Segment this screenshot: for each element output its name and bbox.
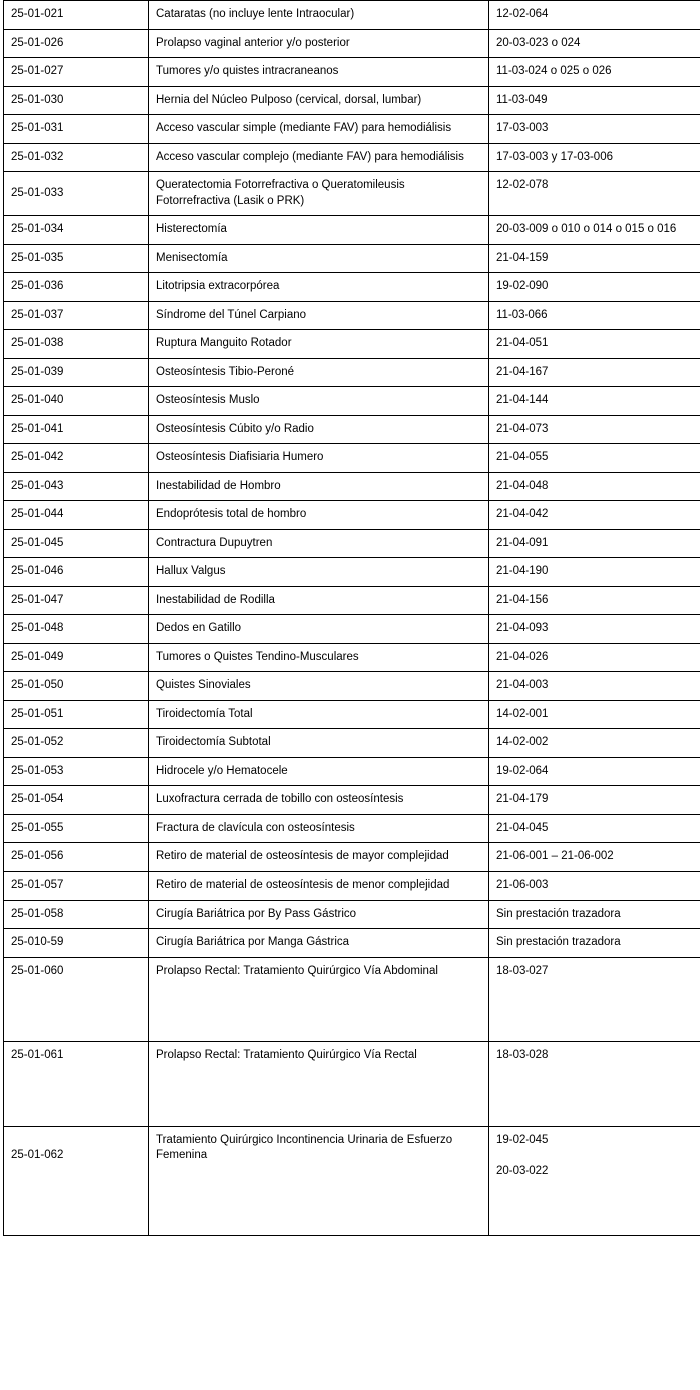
cell-reference: 21-04-026 <box>489 643 700 672</box>
table-row <box>4 643 700 672</box>
table-row <box>4 216 700 245</box>
table-row <box>4 615 700 644</box>
table-row <box>4 786 700 815</box>
cell-reference: 20-03-023 o 024 <box>489 29 700 58</box>
cell-description: Endoprótesis total de hombro <box>149 501 489 530</box>
cell-reference: 21-04-045 <box>489 814 700 843</box>
cell-code: 25-01-037 <box>4 301 149 330</box>
table-row <box>4 1126 700 1235</box>
table-row <box>4 900 700 929</box>
cell-code: 25-01-048 <box>4 615 149 644</box>
cell-reference: 21-04-167 <box>489 358 700 387</box>
cell-reference: 21-04-055 <box>489 444 700 473</box>
cell-code: 25-01-039 <box>4 358 149 387</box>
table-row <box>4 529 700 558</box>
table-row <box>4 757 700 786</box>
table-row <box>4 672 700 701</box>
table-row <box>4 86 700 115</box>
cell-code: 25-01-043 <box>4 472 149 501</box>
table-row <box>4 558 700 587</box>
cell-code: 25-01-032 <box>4 143 149 172</box>
table-row <box>4 172 700 216</box>
cell-description: Histerectomía <box>149 216 489 245</box>
cell-reference: 21-04-042 <box>489 501 700 530</box>
table-row <box>4 415 700 444</box>
cell-code: 25-01-027 <box>4 58 149 87</box>
cell-reference: 19-02-090 <box>489 273 700 302</box>
cell-description: Osteosíntesis Cúbito y/o Radio <box>149 415 489 444</box>
cell-description: Prolapso Rectal: Tratamiento Quirúrgico Vía Rectal <box>149 1042 489 1127</box>
cell-code: 25-01-026 <box>4 29 149 58</box>
table-row <box>4 929 700 958</box>
cell-description: Inestabilidad de Rodilla <box>149 586 489 615</box>
cell-reference: 21-04-156 <box>489 586 700 615</box>
cell-reference: 21-04-179 <box>489 786 700 815</box>
cell-description: Menisectomía <box>149 244 489 273</box>
cell-reference: 21-04-190 <box>489 558 700 587</box>
cell-description: Dedos en Gatillo <box>149 615 489 644</box>
cell-code: 25-01-062 <box>4 1126 149 1235</box>
cell-code: 25-01-052 <box>4 729 149 758</box>
cell-description: Síndrome del Túnel Carpiano <box>149 301 489 330</box>
cell-reference: 12-02-078 <box>489 172 700 216</box>
table-row <box>4 1042 700 1127</box>
cell-code: 25-01-047 <box>4 586 149 615</box>
cell-reference: Sin prestación trazadora <box>489 900 700 929</box>
table-row <box>4 358 700 387</box>
cell-description: Acceso vascular simple (mediante FAV) para hemodiálisis <box>149 115 489 144</box>
table-row <box>4 29 700 58</box>
cell-description: Tiroidectomía Total <box>149 700 489 729</box>
cell-reference: 21-04-073 <box>489 415 700 444</box>
cell-reference: 21-04-093 <box>489 615 700 644</box>
cell-description: Luxofractura cerrada de tobillo con osteosíntesis <box>149 786 489 815</box>
table-row <box>4 843 700 872</box>
table-row <box>4 301 700 330</box>
cell-code: 25-01-034 <box>4 216 149 245</box>
cell-reference: 14-02-001 <box>489 700 700 729</box>
cell-description: Hallux Valgus <box>149 558 489 587</box>
cell-code: 25-01-056 <box>4 843 149 872</box>
cell-description: Fractura de clavícula con osteosíntesis <box>149 814 489 843</box>
cell-reference: 17-03-003 <box>489 115 700 144</box>
cell-code: 25-01-045 <box>4 529 149 558</box>
cell-code: 25-01-049 <box>4 643 149 672</box>
cell-description: Osteosíntesis Tibio-Peroné <box>149 358 489 387</box>
cell-reference: 21-04-091 <box>489 529 700 558</box>
reference-line: 19-02-045 <box>496 1133 549 1146</box>
cell-code: 25-01-055 <box>4 814 149 843</box>
cell-code: 25-01-061 <box>4 1042 149 1127</box>
cell-reference: 19-02-064 <box>489 757 700 786</box>
table-row <box>4 330 700 359</box>
cell-reference: 11-03-024 o 025 o 026 <box>489 58 700 87</box>
table-row <box>4 444 700 473</box>
cell-reference: 21-06-001 – 21-06-002 <box>489 843 700 872</box>
cell-description: Cirugía Bariátrica por By Pass Gástrico <box>149 900 489 929</box>
cell-code: 25-01-058 <box>4 900 149 929</box>
cell-description: Hernia del Núcleo Pulposo (cervical, dorsal, lumbar) <box>149 86 489 115</box>
table-row <box>4 700 700 729</box>
table-row <box>4 244 700 273</box>
table-row <box>4 273 700 302</box>
cell-description: Quistes Sinoviales <box>149 672 489 701</box>
cell-reference: 11-03-066 <box>489 301 700 330</box>
table-row <box>4 115 700 144</box>
cell-description: Tratamiento Quirúrgico Incontinencia Urinaria de Esfuerzo Femenina <box>149 1126 489 1235</box>
cell-code: 25-01-044 <box>4 501 149 530</box>
cell-description: Osteosíntesis Muslo <box>149 387 489 416</box>
cell-code: 25-01-050 <box>4 672 149 701</box>
cell-reference: 21-04-159 <box>489 244 700 273</box>
cell-code: 25-01-036 <box>4 273 149 302</box>
cell-reference: 20-03-009 o 010 o 014 o 015 o 016 <box>489 216 700 245</box>
cell-description: Prolapso vaginal anterior y/o posterior <box>149 29 489 58</box>
cell-code: 25-01-051 <box>4 700 149 729</box>
cell-reference: 21-04-051 <box>489 330 700 359</box>
cell-description: Tumores o Quistes Tendino-Musculares <box>149 643 489 672</box>
cell-code: 25-01-046 <box>4 558 149 587</box>
cell-reference: 11-03-049 <box>489 86 700 115</box>
cell-description: Tiroidectomía Subtotal <box>149 729 489 758</box>
cell-description: Acceso vascular complejo (mediante FAV) para hemodiálisis <box>149 143 489 172</box>
table-row <box>4 586 700 615</box>
cell-description: Tumores y/o quistes intracraneanos <box>149 58 489 87</box>
table-row <box>4 814 700 843</box>
cell-description: Ruptura Manguito Rotador <box>149 330 489 359</box>
cell-reference: 21-04-144 <box>489 387 700 416</box>
table-row <box>4 143 700 172</box>
reference-line: 20-03-022 <box>496 1165 549 1178</box>
cell-code: 25-01-053 <box>4 757 149 786</box>
cell-description: Inestabilidad de Hombro <box>149 472 489 501</box>
table-body <box>4 1 700 1236</box>
cell-code: 25-01-060 <box>4 957 149 1042</box>
cell-reference: 18-03-027 <box>489 957 700 1042</box>
surgical-codes-table <box>3 0 700 1236</box>
cell-code: 25-01-035 <box>4 244 149 273</box>
cell-description: Retiro de material de osteosíntesis de menor complejidad <box>149 871 489 900</box>
cell-code: 25-01-041 <box>4 415 149 444</box>
cell-code: 25-01-030 <box>4 86 149 115</box>
cell-reference: 12-02-064 <box>489 1 700 30</box>
table-row <box>4 1 700 30</box>
cell-reference: 21-04-048 <box>489 472 700 501</box>
cell-code: 25-01-054 <box>4 786 149 815</box>
cell-description: Contractura Dupuytren <box>149 529 489 558</box>
cell-description: Queratectomia Fotorrefractiva o Queratomileusis Fotorrefractiva (Lasik o PRK) <box>149 172 489 216</box>
cell-reference <box>489 1126 700 1235</box>
cell-description: Hidrocele y/o Hematocele <box>149 757 489 786</box>
table-row <box>4 729 700 758</box>
cell-description: Cataratas (no incluye lente Intraocular) <box>149 1 489 30</box>
cell-code: 25-01-031 <box>4 115 149 144</box>
table-row <box>4 871 700 900</box>
cell-reference: 18-03-028 <box>489 1042 700 1127</box>
cell-reference: 17-03-003 y 17-03-006 <box>489 143 700 172</box>
cell-code: 25-01-038 <box>4 330 149 359</box>
cell-reference: 14-02-002 <box>489 729 700 758</box>
cell-reference: Sin prestación trazadora <box>489 929 700 958</box>
table-row <box>4 58 700 87</box>
cell-description: Prolapso Rectal: Tratamiento Quirúrgico Vía Abdominal <box>149 957 489 1042</box>
cell-code: 25-01-040 <box>4 387 149 416</box>
table-row <box>4 387 700 416</box>
cell-code: 25-01-033 <box>4 172 149 216</box>
cell-code: 25-010-59 <box>4 929 149 958</box>
cell-description: Cirugía Bariátrica por Manga Gástrica <box>149 929 489 958</box>
cell-reference: 21-04-003 <box>489 672 700 701</box>
cell-reference: 21-06-003 <box>489 871 700 900</box>
cell-description: Litotripsia extracorpórea <box>149 273 489 302</box>
table-row <box>4 501 700 530</box>
table-row <box>4 957 700 1042</box>
cell-description: Retiro de material de osteosíntesis de mayor complejidad <box>149 843 489 872</box>
cell-code: 25-01-042 <box>4 444 149 473</box>
cell-description: Osteosíntesis Diafisiaria Humero <box>149 444 489 473</box>
cell-code: 25-01-057 <box>4 871 149 900</box>
table-row <box>4 472 700 501</box>
cell-code: 25-01-021 <box>4 1 149 30</box>
